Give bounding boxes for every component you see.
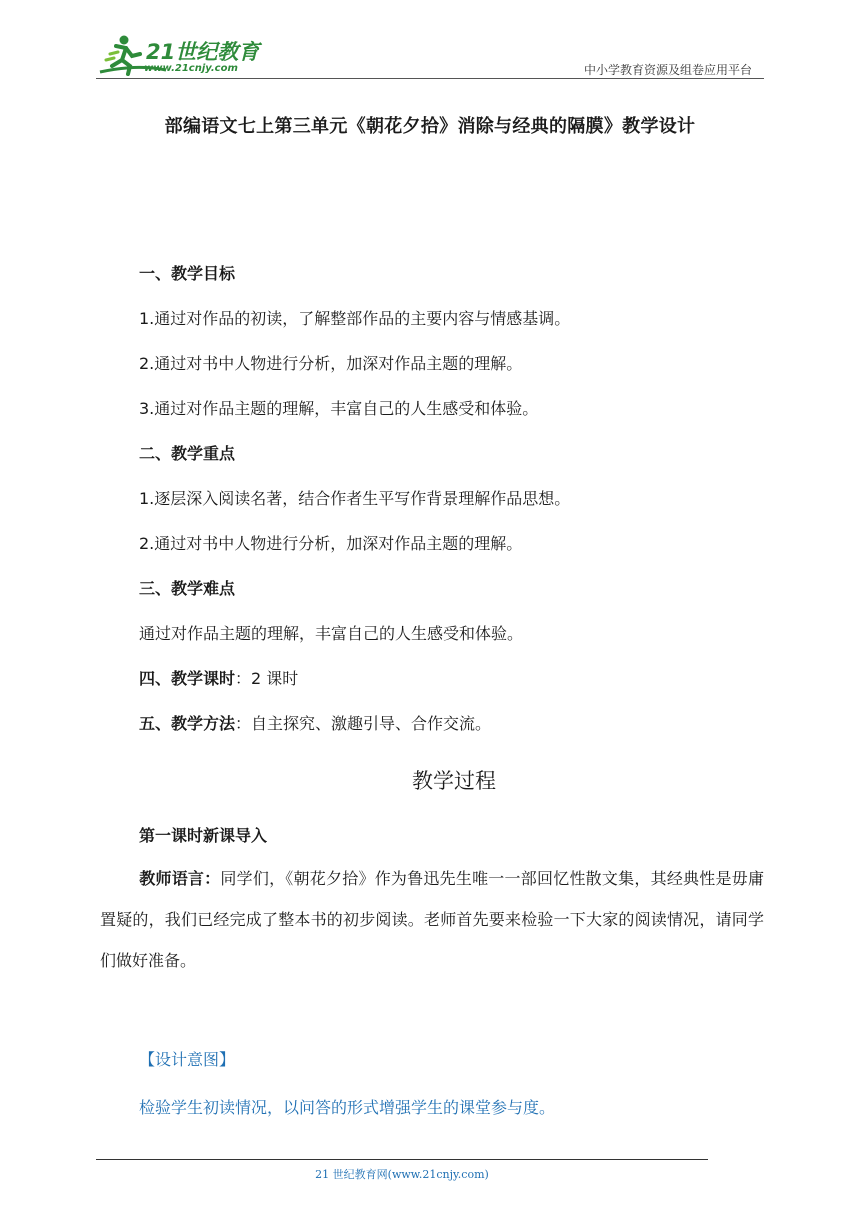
key-point-item: 2.通过对书中人物进行分析，加深对作品主题的理解。 [139,534,523,553]
difficulty-item: 通过对作品主题的理解，丰富自己的人生感受和体验。 [139,624,524,643]
logo-text: 21世纪教育 [146,40,260,64]
site-logo [96,30,266,80]
class-hours-row [139,666,298,689]
section-heading-key-points: 二、教学重点 [139,444,236,463]
method-value: ：自主探究、激趣引导、合作交流。 [235,714,492,733]
objective-item: 1.通过对作品的初读，了解整部作品的主要内容与情感基调。 [139,309,571,328]
footer-divider [96,1159,708,1160]
header-divider [96,78,764,79]
footer-link[interactable]: 21 世纪教育网(www.21cnjy.com) [315,1168,489,1181]
section-heading-objectives: 一、教学目标 [139,264,236,283]
method-heading: 五、教学方法 [139,714,236,733]
class-hours-heading: 四、教学课时 [139,669,236,688]
section-heading-difficulties: 三、教学难点 [139,579,236,598]
method-row [139,711,491,734]
key-point-item: 1.逐层深入阅读名著，结合作者生平写作背景理解作品思想。 [139,489,571,508]
objective-item: 2.通过对书中人物进行分析，加深对作品主题的理解。 [139,354,523,373]
teacher-text: 同学们，《朝花夕拾》作为鲁迅先生唯一一部回忆性散文集，其经典性是毋庸置疑的，我们已经完成了整本书的初步阅读。老师首先要来检验一下大家的阅读情况，请同学们做好准备。 [100,869,764,970]
design-intent-heading: 【设计意图】 [139,1050,236,1069]
lesson-heading: 第一课时新课导入 [139,826,268,845]
objective-item: 3.通过对作品主题的理解，丰富自己的人生感受和体验。 [139,399,539,418]
document-title: 部编语文七上第三单元《朝花夕拾》消除与经典的隔膜》教学设计 [164,116,696,137]
design-intent-text: 检验学生初读情况，以问答的形式增强学生的课堂参与度。 [139,1098,556,1117]
platform-tagline: 中小学教育资源及组卷应用平台 [583,63,752,77]
teacher-label: 教师语言： [139,869,221,888]
process-title: 教学过程 [412,769,496,793]
class-hours-value: ：2 课时 [235,669,299,688]
logo-url: www.21cnjy.com [144,63,238,74]
teacher-speech [100,858,764,981]
